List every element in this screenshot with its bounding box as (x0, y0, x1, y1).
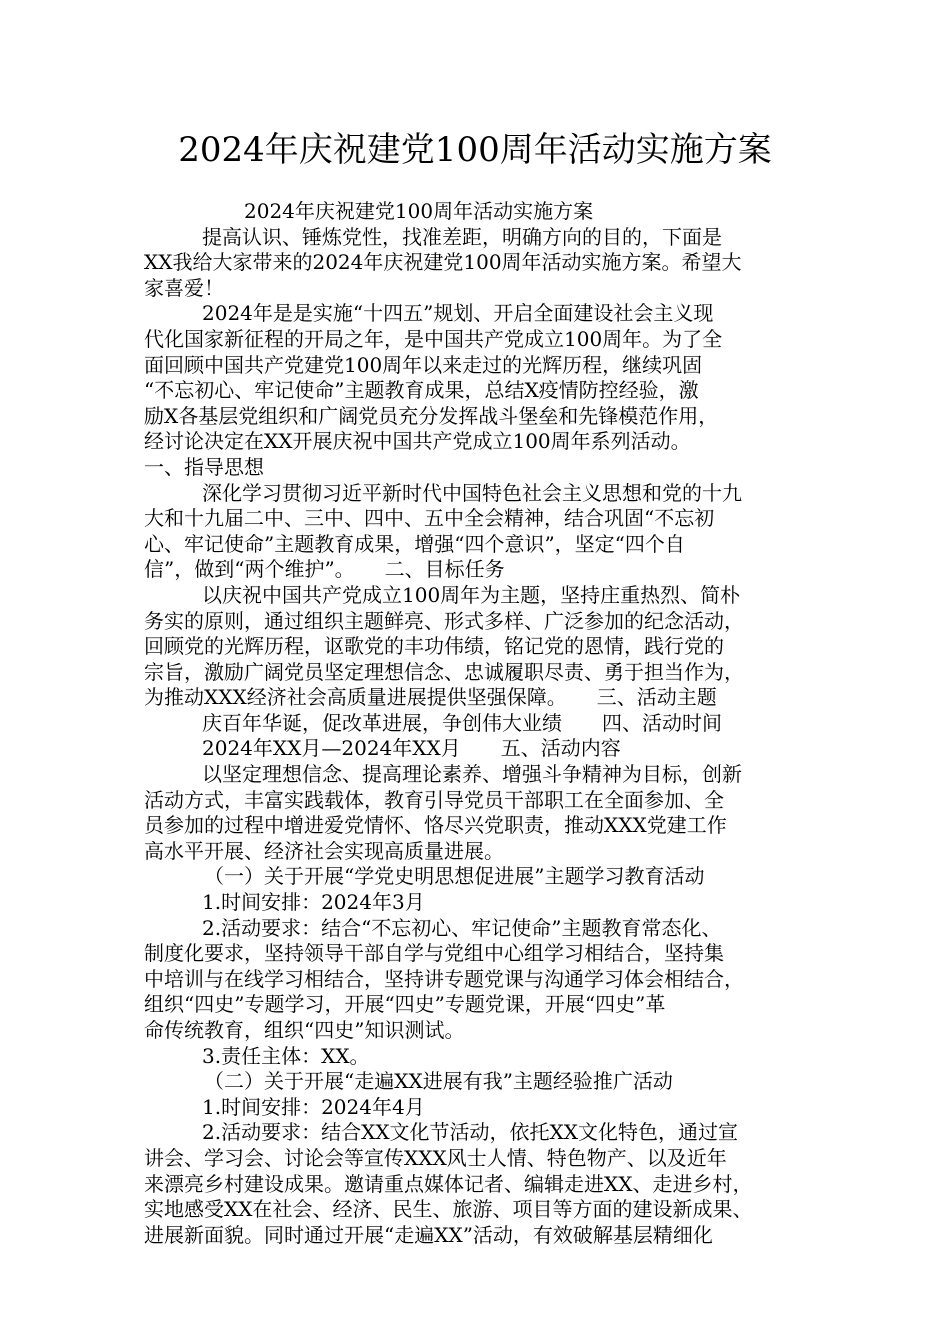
body-line: 经讨论决定在XX开展庆祝中国共产党成立100周年系列活动。 (144, 429, 691, 454)
body-line: 为推动XXX经济社会高质量进展提供坚强保障。 三、活动主题 (144, 685, 717, 710)
body-line: 中培训与在线学习相结合，坚持讲专题党课与沟通学习体会相结合， (144, 966, 744, 991)
body-line: 1.时间安排：2024年3月 (202, 890, 425, 915)
body-line: XX我给大家带来的2024年庆祝建党100周年活动实施方案。希望大 (144, 250, 742, 275)
body-line: 2.活动要求：结合“不忘初心、牢记使命”主题教育常态化、 (202, 915, 722, 940)
body-line: 高水平开展、经济社会实现高质量进展。 (144, 838, 504, 863)
body-line: 励X各基层党组织和广阔党员充分发挥战斗堡垒和先锋模范作用， (144, 403, 719, 428)
body-line: 命传统教育，组织“四史”知识测试。 (144, 1018, 465, 1042)
body-line: 心、牢记使命”主题教育成果，增强“四个意识”，坚定“四个自 (144, 531, 685, 556)
body-line: 面回顾中国共产党建党100周年以来走过的光辉历程，继续巩固 (144, 352, 703, 377)
body-line: 深化学习贯彻习近平新时代中国特色社会主义思想和党的十九 (202, 480, 742, 505)
body-line: 组织“四史”专题学习，开展“四史”专题党课，开展“四史”革 (144, 992, 666, 1017)
body-line: 3.责任主体：XX。 (202, 1043, 370, 1068)
body-line: 制度化要求，坚持领导干部自学与党组中心组学习相结合，坚持集 (144, 941, 724, 966)
section-heading: 一、指导思想 (144, 454, 264, 479)
body-line: 回顾党的光辉历程，讴歌党的丰功伟绩，铭记党的恩情，践行党的 (144, 634, 724, 659)
body-line: 1.时间安排：2024年4月 (202, 1094, 425, 1119)
body-line: 庆百年华诞，促改革进展，争创伟大业绩 四、活动时间 (202, 710, 722, 735)
document-title: 2024年庆祝建党100周年活动实施方案 (178, 130, 772, 170)
body-line: 以坚定理想信念、提高理论素养、增强斗争精神为目标，创新 (202, 762, 742, 787)
body-line: 活动方式，丰富实践载体，教育引导党员干部职工在全面参加、全 (144, 787, 724, 812)
body-line: 讲会、学习会、讨论会等宣传XXX风士人情、特色物产、以及近年 (144, 1145, 727, 1170)
body-line: 信”，做到“两个维护”。 二、目标任务 (144, 557, 505, 582)
body-line: 宗旨，激励广阔党员坚定理想信念、忠诚履职尽责、勇于担当作为， (144, 659, 744, 684)
subsection-heading: （一）关于开展“学党史明思想促进展”主题学习教育活动 (204, 864, 705, 889)
body-line: 员参加的过程中增进爱党情怀、恪尽兴党职责，推动XXX党建工作 (144, 813, 727, 838)
body-line: 务实的原则，通过组织主题鲜亮、形式多样、广泛参加的纪念活动， (144, 608, 744, 633)
body-line: 进展新面貌。同时通过开展“走遍XX”活动，有效破解基层精细化 (144, 1222, 713, 1247)
body-line: 提高认识、锤炼党性，找准差距，明确方向的目的，下面是 (202, 224, 722, 249)
body-line: 来漂亮乡村建设成果。邀请重点媒体记者、编辑走进XX、走进乡村， (144, 1171, 753, 1196)
body-line: 家喜爱！ (144, 275, 224, 300)
body-line: 2.活动要求：结合XX文化节活动，依托XX文化特色，通过宣 (202, 1120, 739, 1145)
body-line: 2024年XX月—2024年XX月 五、活动内容 (202, 736, 621, 761)
body-line: 2024年是是实施“十四五”规划、开启全面建设社会主义现 (202, 301, 714, 326)
subtitle-line: 2024年庆祝建党100周年活动实施方案 (244, 199, 594, 223)
subsection-heading: （二）关于开展“走遍XX进展有我”主题经验推广活动 (204, 1069, 673, 1094)
body-line: 大和十九届二中、三中、四中、五中全会精神，结合巩固“不忘初 (144, 506, 715, 531)
body-line: 代化国家新征程的开局之年，是中国共产党成立100周年。为了全 (144, 326, 723, 351)
body-line: 以庆祝中国共产党成立100周年为主题，坚持庄重热烈、简朴 (202, 582, 741, 607)
body-line: 实地感受XX在社会、经济、民生、旅游、项目等方面的建设新成果、 (144, 1197, 753, 1222)
document-body (144, 199, 824, 1248)
body-line: “不忘初心、牢记使命”主题教育成果，总结X疫情防控经验，激 (144, 378, 699, 403)
